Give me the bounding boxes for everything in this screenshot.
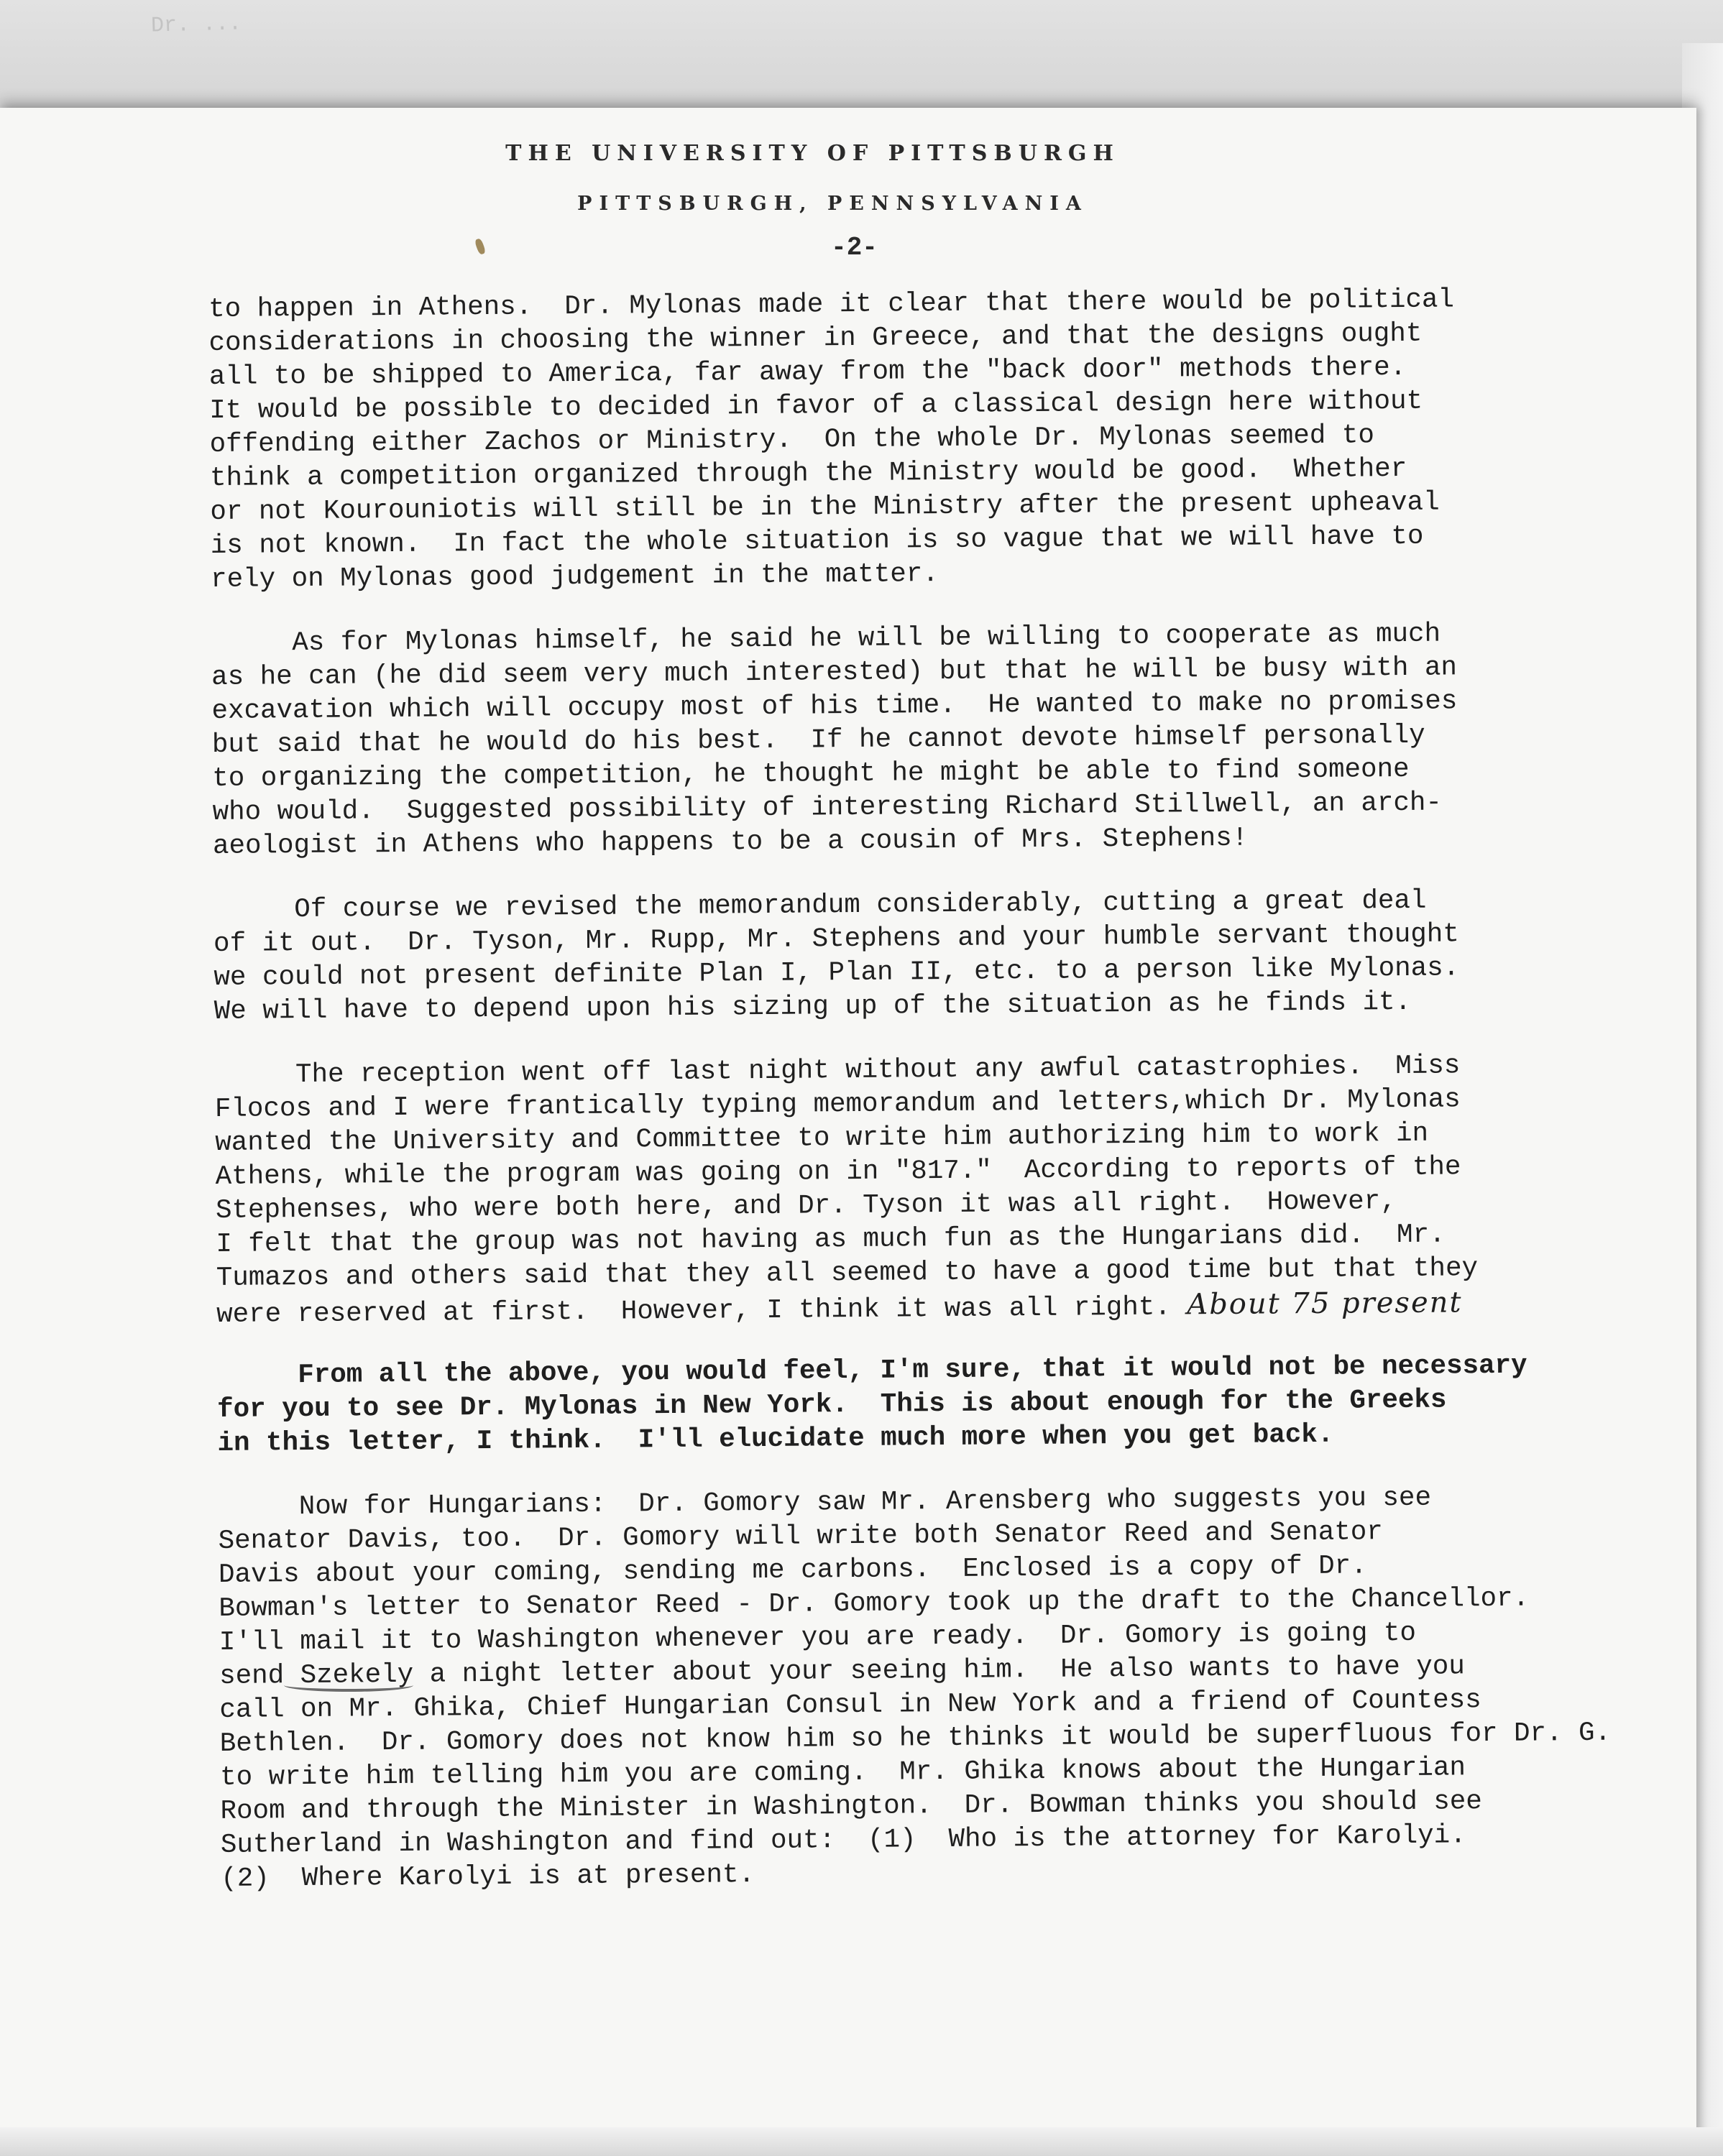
text-line: Room and through the Minister in Washington. Dr. Bowman thinks you should see bbox=[220, 1787, 1483, 1827]
paragraph bbox=[208, 282, 1684, 597]
text-line: think a competition organized through the Ministry would be good. Whether bbox=[209, 453, 1407, 494]
text-line: I felt that the group was not having as much fun as the Hungarians did. Mr. bbox=[216, 1220, 1446, 1260]
text-line: (2) Where Karolyi is at present. bbox=[221, 1860, 755, 1894]
text-line-content: were reserved at first. However, I think it was all right. bbox=[216, 1292, 1172, 1330]
text-line: for you to see Dr. Mylonas in New York. This is about enough for the Greeks bbox=[217, 1385, 1447, 1425]
page-number: -2- bbox=[831, 233, 878, 262]
underlying-sheet-text: Dr. ... bbox=[150, 11, 242, 39]
text-line: As for Mylonas himself, he said he will be willing to cooperate as much bbox=[211, 619, 1441, 659]
text-line: as he can (he did seem very much interested) but that he will be busy with an bbox=[211, 653, 1458, 693]
text-line: Now for Hungarians: Dr. Gomory saw Mr. Arensberg who suggests you see bbox=[218, 1483, 1432, 1523]
text-line: wanted the University and Committee to write him authorizing him to work in bbox=[215, 1118, 1429, 1158]
text-line: Davis about your coming, sending me carbons. Enclosed is a copy of Dr. bbox=[218, 1551, 1367, 1590]
text-line: From all the above, you would feel, I'm sure, that it would not be necessary bbox=[216, 1350, 1527, 1391]
text-line: I'll mail it to Washington whenever you are ready. Dr. Gomory is going to bbox=[219, 1618, 1417, 1658]
text-line: in this letter, I think. I'll elucidate much more when you get back. bbox=[217, 1419, 1334, 1459]
text-line: excavation which will occupy most of his time. He wanted to make no promises bbox=[211, 686, 1458, 727]
text-line: to organizing the competition, he thought he might be able to find someone bbox=[212, 754, 1410, 794]
text-line: aeologist in Athens who happens to be a cousin of Mrs. Stephens! bbox=[212, 823, 1249, 862]
text-line: call on Mr. Ghika, Chief Hungarian Consul in New York and a friend of Countess bbox=[219, 1685, 1481, 1726]
text-line: Bowman's letter to Senator Reed - Dr. Gomory took up the draft to the Chancellor. bbox=[219, 1583, 1530, 1624]
text-line: considerations in choosing the winner in Greece, and that the designs ought bbox=[208, 318, 1423, 359]
text-line: to write him telling him you are coming. Mr. Ghika knows about the Hungarian bbox=[220, 1753, 1466, 1793]
paragraph bbox=[214, 1048, 1690, 1330]
text-line: The reception went off last night without any awful catastrophies. Miss bbox=[214, 1051, 1461, 1091]
underlying-sheet bbox=[0, 0, 1723, 122]
paragraph bbox=[217, 1348, 1691, 1461]
letterhead-university: THE UNIVERSITY OF PITTSBURGH bbox=[505, 141, 1120, 166]
text-line: to happen in Athens. Dr. Mylonas made it clear that there would be political bbox=[208, 285, 1455, 325]
text-line: Stephenses, who were both here, and Dr. Tyson it was all right. However, bbox=[215, 1187, 1397, 1226]
text-line: Tumazos and others said that they all seemed to have a good time but that they bbox=[216, 1253, 1479, 1294]
paragraph bbox=[211, 616, 1687, 864]
text-line: all to be shipped to America, far away from the "back door" methods there. bbox=[208, 352, 1407, 392]
text-line: Sutherland in Washington and find out: (1) Who is the attorney for Karolyi. bbox=[220, 1820, 1466, 1861]
handwritten-note: About 75 present bbox=[1187, 1286, 1463, 1322]
text-line: we could not present definite Plan I, Plan II, etc. to a person like Mylonas. bbox=[213, 953, 1460, 993]
text-line: of it out. Dr. Tyson, Mr. Rupp, Mr. Stephens and your humble servant thought bbox=[213, 919, 1460, 959]
paragraph bbox=[218, 1480, 1694, 1897]
text-line: offending either Zachos or Ministry. On the whole Dr. Mylonas seemed to bbox=[209, 420, 1375, 460]
text-line: Senator Davis, too. Dr. Gomory will write both Senator Reed and Senator bbox=[218, 1517, 1384, 1557]
letterhead-city: PITTSBURGH, PENNSYLVANIA bbox=[577, 193, 1088, 215]
text-line: or not Kourouniotis will still be in the Ministry after the present upheaval bbox=[210, 487, 1440, 528]
page-bottom-shadow bbox=[0, 2127, 1723, 2156]
text-line: It would be possible to decided in favor of a classical design here without bbox=[209, 386, 1423, 426]
letter-body bbox=[208, 282, 1694, 1897]
pencil-underline bbox=[284, 1679, 413, 1692]
text-line: We will have to depend upon his sizing up of the situation as he finds it. bbox=[213, 987, 1412, 1027]
text-line: Flocos and I were frantically typing memorandum and letters,which Dr. Mylonas bbox=[214, 1084, 1461, 1125]
text-line: is not known. In fact the whole situation is so vague that we will have to bbox=[210, 521, 1424, 561]
paragraph bbox=[213, 883, 1688, 1029]
text-line: who would. Suggested possibility of interesting Richard Stillwell, an arch- bbox=[212, 788, 1443, 828]
text-line: rely on Mylonas good judgement in the matter. bbox=[210, 559, 939, 595]
text-line: Of course we revised the memorandum considerably, cutting a great deal bbox=[213, 885, 1427, 926]
text-line: Bethlen. Dr. Gomory does not know him so he thinks it would be superfluous for Dr. G. bbox=[219, 1718, 1612, 1759]
text-line: send Szekely a night letter about your seeing him. He also wants to have you bbox=[219, 1651, 1466, 1692]
text-line: Athens, while the program was going on in "817." According to reports of the bbox=[215, 1152, 1461, 1192]
text-line: but said that he would do his best. If he cannot devote himself personally bbox=[211, 720, 1425, 760]
